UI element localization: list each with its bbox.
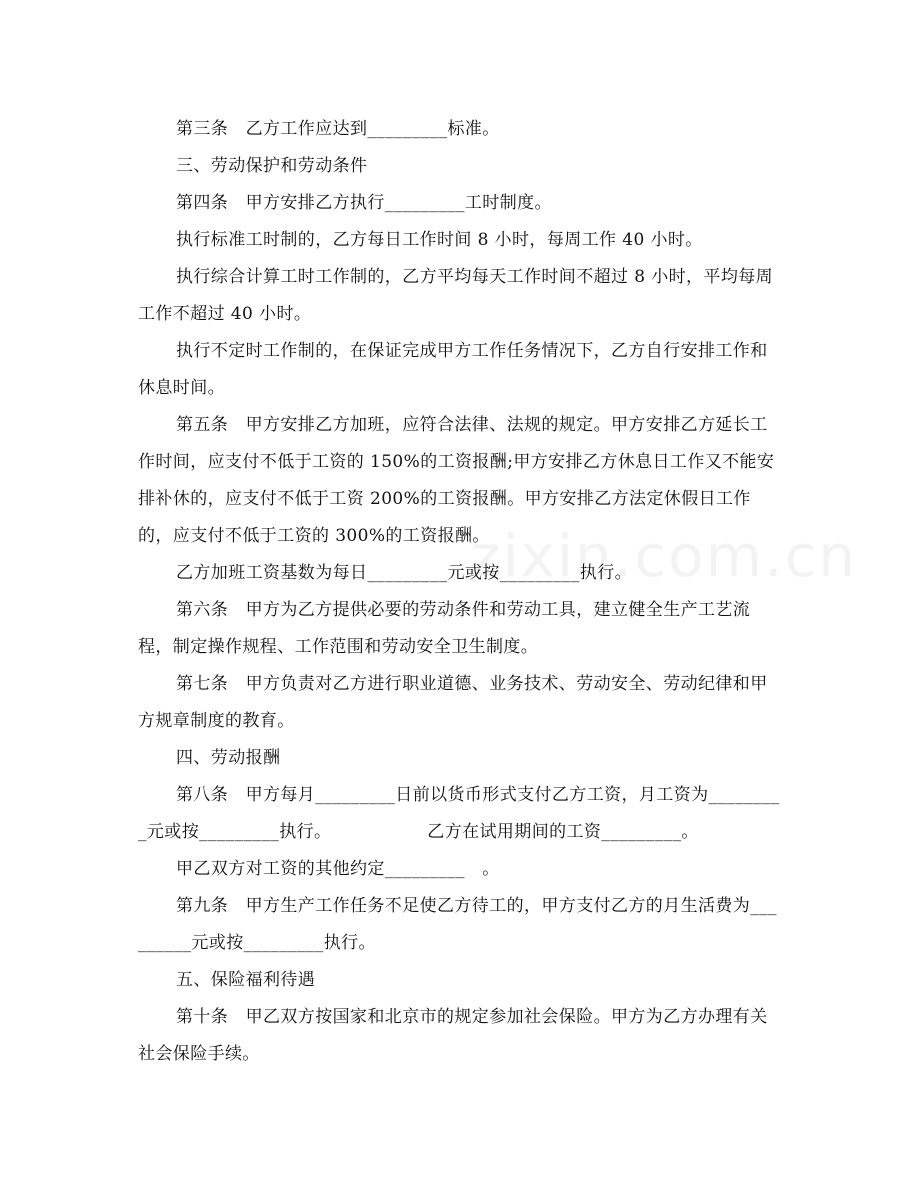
paragraph-article-4: 第四条 甲方安排乙方执行_________工时制度。: [176, 193, 552, 213]
paragraph-article-10: 第十条 甲乙双方按国家和北京市的规定参加社会保险。甲方为乙方办理有关社会保险手续。: [138, 1007, 768, 1064]
paragraph-flexible-hours: 执行不定时工作制的，在保证完成甲方工作任务情况下，乙方自行安排工作和休息时间。: [138, 341, 768, 398]
document-body: [138, 111, 782, 1073]
paragraph-standard-hours: 执行标准工时制的，乙方每日工作时间 8 小时，每周工作 40 小时。: [176, 230, 703, 250]
paragraph-article-5: 第五条 甲方安排乙方加班，应符合法律、法规的规定。甲方安排乙方延长工作时间，应支付不低于工资的 150%的工资报酬;甲方安排乙方休息日工作又不能安排补休的，应支付不低于工资 200%的工资报酬。甲方安排乙方法定休假日工作的，应支付不低于工资的 300%的工资报酬。: [138, 415, 775, 546]
paragraph-article-9: 第九条 甲方生产工作任务不足使乙方待工的，甲方支付乙方的月生活费为_________元或按_________执行。: [138, 896, 777, 953]
section-heading-5: 五、保险福利待遇: [176, 970, 316, 990]
section-heading-3: 三、劳动保护和劳动条件: [176, 156, 368, 176]
watermark-logo: [470, 522, 857, 590]
paragraph-overtime-base: 乙方加班工资基数为每日_________元或按_________执行。: [176, 563, 632, 583]
paragraph-comprehensive-hours: 执行综合计算工时工作制的，乙方平均每天工作时间不超过 8 小时，平均每周工作不超过 40 小时。: [138, 267, 774, 324]
section-heading-4: 四、劳动报酬: [176, 748, 281, 768]
paragraph-article-3: 第三条 乙方工作应达到_________标准。: [176, 119, 500, 139]
paragraph-article-8: 第八条 甲方每月_________日前以货币形式支付乙方工资，月工资为_________元或按_________执行。 乙方在试用期间的工资_________。: [138, 785, 780, 842]
paragraph-other-wage-agreement: 甲乙双方对工资的其他约定_________ 。: [176, 859, 500, 879]
paragraph-article-7: 第七条 甲方负责对乙方进行职业道德、业务技术、劳动安全、劳动纪律和甲方规章制度的教育。: [138, 674, 768, 731]
paragraph-article-6: 第六条 甲方为乙方提供必要的劳动条件和劳动工具，建立健全生产工艺流程，制定操作规程、工作范围和劳动安全卫生制度。: [138, 600, 751, 657]
